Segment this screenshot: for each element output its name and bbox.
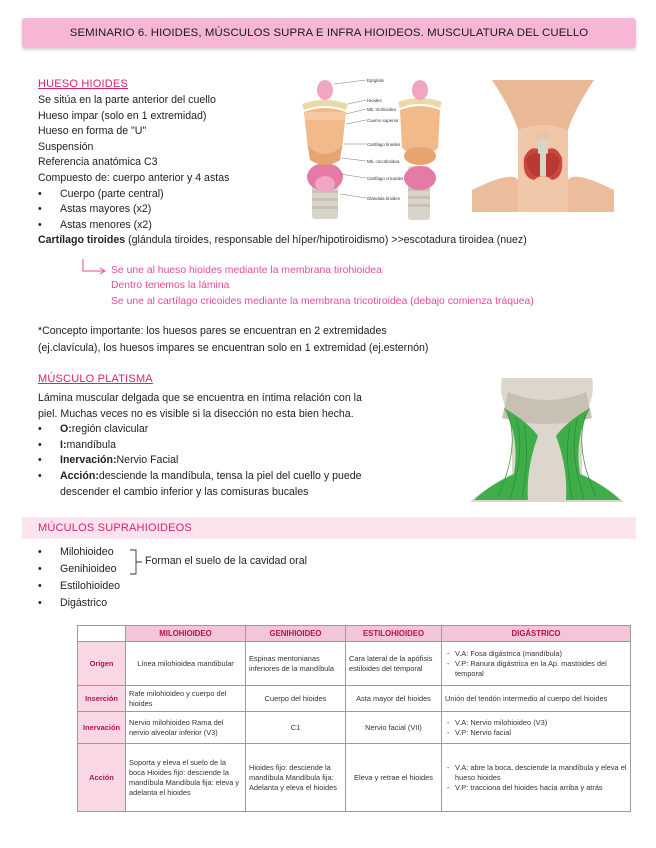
- platisma-text: [38, 391, 362, 500]
- cartilage-label: Cartílago tiroides: [38, 234, 126, 247]
- figure-label: Mb. tirohioidea: [367, 107, 396, 112]
- list-item-label: O:: [60, 423, 72, 436]
- platisma-heading: MÚSCULO PLATISMA: [38, 373, 153, 385]
- hioides-line: Suspensión: [38, 140, 94, 153]
- list-item-label: I:: [60, 438, 67, 451]
- table-cell: Hioides fijo: desciende la mandíbula Mandíbula fija: Adelanta y eleva el hioides: [246, 744, 346, 812]
- table-cell: [442, 712, 631, 744]
- table-header-row: [78, 626, 631, 642]
- table-row: [78, 744, 631, 812]
- cell-list-item: - V.A: Fosa digástrica (mandíbula): [445, 649, 627, 659]
- table-cell: Eleva y retrae el hioides: [346, 744, 442, 812]
- cell-list-item: - V.P: tracciona del hioides hacia arriba y atrás: [445, 783, 627, 793]
- table-cell: Cara lateral de la apófisis estiloides del temporal: [346, 642, 442, 686]
- table-row: [78, 686, 631, 712]
- pink-note: Se une al hueso hioides mediante la membrana tirohioidea: [111, 265, 382, 276]
- cartilage-desc: (glándula tiroides, responsable del híper/hipotiroidismo) >>escotadura tiroidea (nuez): [125, 234, 527, 247]
- important-note: [38, 323, 428, 357]
- list-item-text: región clavicular: [71, 423, 149, 436]
- platysma-image: [468, 378, 626, 510]
- table-cell: Rafe milohioideo y cuerpo del hioides: [126, 686, 246, 712]
- page-title-text: SEMINARIO 6. HIOIDES, MÚSCULOS SUPRA E INFRA HIOIDEOS. MUSCULATURA DEL CUELLO: [69, 27, 589, 39]
- hioides-line: Hueso en forma de "U": [38, 125, 147, 138]
- platisma-line: Lámina muscular delgada que se encuentra en íntima relación con la: [38, 392, 362, 404]
- table-cell: Nervio facial (VII): [346, 712, 442, 744]
- table-row: [78, 712, 631, 744]
- larynx-illustration: [290, 74, 460, 222]
- list-item-text: Astas mayores (x2): [60, 203, 152, 216]
- list-item: • Estilohioideo: [38, 578, 120, 595]
- list-item: • Digástrico: [38, 595, 120, 612]
- list-item-text: mandíbula: [66, 438, 116, 451]
- list-item-text: Astas menores (x2): [60, 218, 152, 231]
- brace-note: Forman el suelo de la cavidad oral: [145, 555, 307, 567]
- supra-heading-bar: [22, 517, 636, 539]
- table-corner: [78, 626, 126, 642]
- cartilage-line: [38, 233, 527, 249]
- note-line: *Concepto importante: los huesos pares se encuentran en 2 extremidades: [38, 325, 387, 337]
- brace-icon: [128, 548, 144, 578]
- column-header: DIGÁSTRICO: [442, 626, 631, 642]
- table-cell: [442, 744, 631, 812]
- pink-note: Dentro tenemos la lámina: [111, 280, 230, 292]
- row-header: Acción: [78, 744, 126, 812]
- pink-note: Se une al cartílago cricoides mediante la membrana tricotiroidea (debajo comienza tráquea): [111, 295, 534, 307]
- hioides-line: Se sitúa en la parte anterior del cuello: [38, 94, 216, 106]
- figure-label: Cartílago cricoides: [367, 176, 404, 181]
- list-item: • Astas mayores (x2): [38, 202, 527, 218]
- table-cell: Nervio milohioideo Rama del nervio alveolar inferior (V3): [126, 712, 246, 744]
- figure-label: Epíglotis: [367, 78, 384, 83]
- list-item-text: Estilohioideo: [60, 580, 121, 592]
- hioides-heading: HUESO HIOIDES: [38, 78, 129, 90]
- list-item-label: Acción:: [60, 469, 99, 482]
- list-item: • Acción: desciende la mandíbula, tensa la piel del cuello y puede: [38, 469, 362, 485]
- page-title: [22, 18, 636, 48]
- cell-list-item: - V.A: Nervio milohioideo (V3): [445, 718, 627, 728]
- figure-label: Glándula tiroides: [367, 196, 400, 201]
- table-cell: Soporta y eleva el suelo de la boca Hioides fijo: desciende la mandíbula Mandíbula fija: eleva y adelanta el hioides: [126, 744, 246, 812]
- neck-thyroid-image: [472, 80, 614, 212]
- hioides-line: Compuesto de: cuerpo anterior y 4 astas: [38, 171, 230, 184]
- list-item: • Astas menores (x2): [38, 218, 527, 234]
- list-item: • Inervación: Nervio Facial: [38, 453, 362, 469]
- table-cell: C1: [246, 712, 346, 744]
- list-item-label: Inervación:: [60, 454, 117, 467]
- table-cell: Línea milohioidea mandibular: [126, 642, 246, 686]
- table-cell: [442, 642, 631, 686]
- cell-list-item: - V.P: Nervio facial: [445, 728, 627, 738]
- cartilage-notes: [111, 263, 534, 309]
- list-item: • Cuerpo (parte central): [38, 187, 527, 203]
- list-item: • Genihioideo: [38, 561, 120, 578]
- supra-heading: MÚCULOS SUPRAHIOIDEOS: [38, 522, 192, 534]
- suprahyoid-table: [77, 625, 631, 812]
- arrow-icon: [80, 258, 108, 276]
- list-item: • I: mandíbula: [38, 438, 362, 454]
- column-header: GENIHIOIDEO: [246, 626, 346, 642]
- cell-list-item: - V.A: abre la boca, desciende la mandíbula y eleva el hueso hioides: [445, 763, 627, 783]
- row-header: Inserción: [78, 686, 126, 712]
- hioides-line: Hueso impar (solo en 1 extremidad): [38, 109, 207, 122]
- list-item-text: Genihioideo: [60, 563, 117, 575]
- table-row: [78, 642, 631, 686]
- column-header: MILOHIOIDEO: [126, 626, 246, 642]
- cell-list-item: - V.P: Ranura digástrica en la Ap. mastoides del temporal: [445, 659, 627, 679]
- figure-label: Cartílago tiroides: [367, 142, 401, 147]
- row-header: Inervación: [78, 712, 126, 744]
- figure-label: Cuerno superior: [367, 118, 399, 123]
- list-item-text: Milohioideo: [60, 546, 114, 558]
- table-cell: Cuerpo del hioides: [246, 686, 346, 712]
- column-header: ESTILOHIOIDEO: [346, 626, 442, 642]
- figure-label: Mb. cricotiroidea: [367, 159, 400, 164]
- list-item-text: Digástrico: [60, 597, 108, 609]
- table-cell: Unión del tendón intermedio al cuerpo del hioides: [442, 686, 631, 712]
- hioides-line: Referencia anatómica C3: [38, 156, 158, 169]
- supra-list: [38, 544, 120, 612]
- list-item: • Milohioideo: [38, 544, 120, 561]
- platisma-line: descender el cambio inferior y las comisuras bucales: [60, 485, 309, 498]
- table-cell: Asta mayor del hioides: [346, 686, 442, 712]
- row-header: Origen: [78, 642, 126, 686]
- note-line: (ej.clavícula), los huesos impares se encuentran solo en 1 extremidad (ej.esternón): [38, 342, 429, 354]
- platisma-line: piel. Muchas veces no es visible si la disección no esta bien hecha.: [38, 407, 354, 420]
- figure-label: Hioides: [367, 98, 382, 103]
- list-item-text: desciende la mandíbula, tensa la piel del cuello y puede: [98, 469, 362, 482]
- list-item-text: Cuerpo (parte central): [60, 187, 164, 200]
- table-cell: Espinas mentonianas inferiores de la mandíbula: [246, 642, 346, 686]
- list-item-text: Nervio Facial: [116, 454, 179, 467]
- list-item: • O: región clavicular: [38, 422, 362, 438]
